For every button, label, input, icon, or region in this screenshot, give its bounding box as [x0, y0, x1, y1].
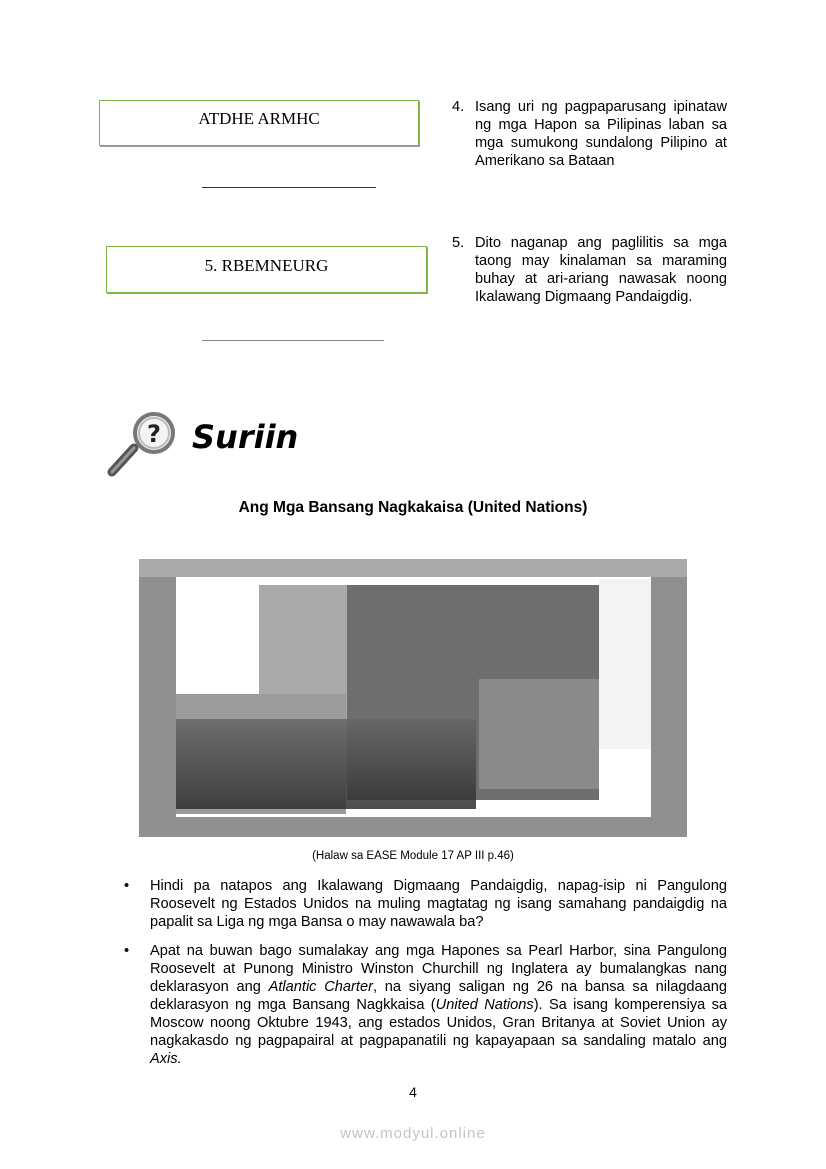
text-run: ). Sa isang komperensiya sa Moscow noong Oktubre 1943, ang estados Unidos, Gran Britanya at Soviet Union ay nagkakasdo ng pagpapairal at pagpapanatili ng kapayapaan sa sandaling matalo ang: [150, 997, 727, 1049]
page-number: 4: [409, 1084, 417, 1100]
text-run: Apat na buwan bago sumalakay ang mga Hapones sa Pearl Harbor, sina Pangulong Roosevelt at Punong Ministro Winston Churchill ng Inglatera ay bumalangkas nang deklarasyon ang: [150, 943, 727, 995]
clue-5: [452, 234, 727, 306]
clue-number: 4.: [452, 99, 465, 115]
paragraph-text: [150, 942, 727, 1068]
watermark: www.modyul.online: [340, 1125, 486, 1142]
section-heading: Ang Mga Bansang Nagkakaisa (United Nations): [238, 499, 588, 516]
svg-text:?: ?: [147, 420, 161, 448]
clue-4: [452, 98, 727, 170]
clue-text: Dito naganap ang paglilitis sa mga taong may kinalaman sa maraming buhay at ari-ariang nawasak noong Ikalawang Digmaang Pandaigdig.: [475, 235, 727, 305]
answer-blank-4[interactable]: [202, 187, 376, 188]
bullet-icon: •: [124, 878, 130, 894]
scrambled-word-box-4: [99, 100, 419, 146]
clue-number: 5.: [452, 235, 465, 251]
scrambled-word-box-5: [106, 246, 427, 293]
axis-term: Axis.: [150, 1051, 182, 1067]
bullet-paragraph-2: [124, 942, 727, 1068]
section-title: Suriin: [192, 418, 299, 456]
bullet-icon: •: [124, 943, 130, 959]
magnifier-question-icon: [104, 410, 184, 478]
atlantic-charter-term: Atlantic Charter: [268, 979, 373, 995]
bullet-paragraph-1: [124, 877, 727, 931]
paragraph-text: Hindi pa natapos ang Ikalawang Digmaang Pandaigdig, napag-isip ni Pangulong Roosevelt ng Estados Unidos na muling magtatag ng isang samahang pandaigdig na papalit sa Liga ng mga Bansa o may nawawala ba?: [150, 878, 727, 930]
answer-blank-5[interactable]: [202, 340, 384, 341]
clue-text: Isang uri ng pagpaparusang ipinataw ng mga Hapon sa Pilipinas laban sa mga sumukong sundalong Pilipino at Amerikano sa Bataan: [475, 99, 727, 169]
photo-caption: (Halaw sa EASE Module 17 AP III p.46): [312, 850, 514, 862]
united-nations-building-photo: [139, 559, 687, 837]
scrambled-word: 5. RBEMNEURG: [204, 256, 329, 275]
scrambled-word: ATDHE ARMHC: [198, 109, 320, 128]
text-run: , na siyang saligan ng 26 na bansa sa nilagdaang deklarasyon ng mga Bansang Nagkkaisa (: [150, 979, 728, 1013]
united-nations-term: United Nations: [435, 997, 534, 1013]
